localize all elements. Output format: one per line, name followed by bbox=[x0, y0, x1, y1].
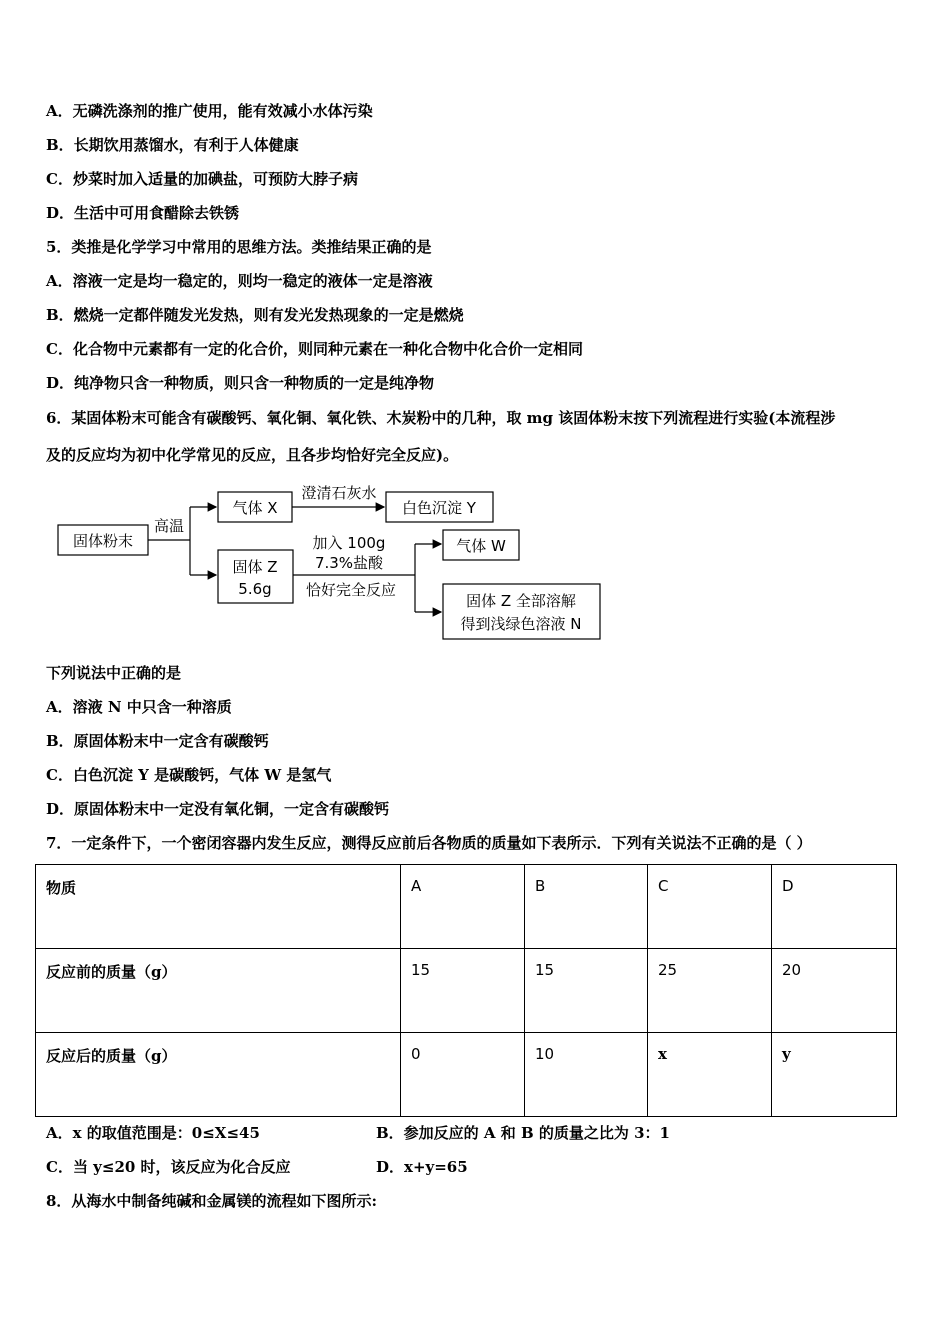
label-solid-z-mass: 5.6g bbox=[238, 580, 272, 598]
header-c: C bbox=[648, 865, 772, 949]
q6-option-c: C．白色沉淀 Y 是碳酸钙，气体 W 是氢气 bbox=[46, 766, 332, 784]
cell-after-c: x bbox=[648, 1033, 772, 1117]
label-add-acid-1: 加入 100g bbox=[312, 534, 386, 552]
q7-option-a: A．x 的取值范围是：0≤X≤45 bbox=[46, 1124, 260, 1142]
q8-stem: 8．从海水中制备纯碱和金属镁的流程如下图所示: bbox=[46, 1192, 377, 1210]
label-exact-reaction: 恰好完全反应 bbox=[305, 581, 397, 599]
q5-option-b: B．燃烧一定都伴随发光发热，则有发光发热现象的一定是燃烧 bbox=[46, 306, 464, 324]
q4-option-d: D．生活中可用食醋除去铁锈 bbox=[46, 204, 240, 222]
label-gas-x: 气体 X bbox=[232, 499, 278, 517]
row-label-after: 反应后的质量（g） bbox=[36, 1033, 401, 1117]
q6-option-a: A．溶液 N 中只含一种溶质 bbox=[46, 698, 232, 716]
q5-option-c: C．化合物中元素都有一定的化合价，则同种元素在一种化合物中化合价一定相同 bbox=[46, 340, 583, 358]
q4-option-b: B．长期饮用蒸馏水，有利于人体健康 bbox=[46, 136, 299, 154]
label-high-temp: 高温 bbox=[153, 517, 185, 535]
label-gas-w: 气体 W bbox=[456, 537, 506, 555]
label-white-ppt-y: 白色沉淀 Y bbox=[402, 499, 476, 517]
q6-stem-line2: 及的反应均为初中化学常见的反应，且各步均恰好完全反应)。 bbox=[46, 446, 459, 464]
cell-after-b: 10 bbox=[525, 1033, 648, 1117]
cell-after-a: 0 bbox=[401, 1033, 525, 1117]
q6-prompt: 下列说法中正确的是 bbox=[46, 664, 182, 682]
cell-before-c: 25 bbox=[648, 949, 772, 1033]
q4-option-c: C．炒菜时加入适量的加碘盐，可预防大脖子病 bbox=[46, 170, 358, 188]
q6-option-d: D．原固体粉末中一定没有氧化铜，一定含有碳酸钙 bbox=[46, 800, 390, 818]
q6-stem-line1: 6．某固体粉末可能含有碳酸钙、氧化铜、氧化铁、木炭粉中的几种，取 mg 该固体粉末按下列流程进行实验(本流程涉 bbox=[46, 409, 836, 427]
q7-option-c: C．当 y≤20 时，该反应为化合反应 bbox=[46, 1158, 291, 1176]
label-result-1: 固体 Z 全部溶解 bbox=[466, 592, 576, 610]
q7-stem: 7．一定条件下，一个密闭容器内发生反应，测得反应前后各物质的质量如下表所示．下列有关说法不正确的是（ ） bbox=[46, 834, 812, 852]
q6-option-b: B．原固体粉末中一定含有碳酸钙 bbox=[46, 732, 269, 750]
q5-stem: 5．类推是化学学习中常用的思维方法。类推结果正确的是 bbox=[46, 238, 432, 256]
label-solid-powder: 固体粉末 bbox=[72, 532, 134, 550]
q4-option-a: A．无磷洗涤剂的推广使用，能有效减小水体污染 bbox=[46, 102, 373, 120]
mass-table bbox=[35, 864, 897, 1117]
header-d: D bbox=[772, 865, 897, 949]
label-add-acid-2: 7.3%盐酸 bbox=[314, 554, 384, 572]
header-a: A bbox=[401, 865, 525, 949]
q7-option-d: D．x+y=65 bbox=[376, 1158, 468, 1176]
q5-option-a: A．溶液一定是均一稳定的，则均一稳定的液体一定是溶液 bbox=[46, 272, 433, 290]
cell-before-a: 15 bbox=[401, 949, 525, 1033]
header-b: B bbox=[525, 865, 648, 949]
label-result-2: 得到浅绿色溶液 N bbox=[460, 615, 582, 633]
cell-before-d: 20 bbox=[772, 949, 897, 1033]
label-limewater: 澄清石灰水 bbox=[301, 484, 377, 502]
table-row bbox=[36, 1033, 897, 1117]
row-label-before: 反应前的质量（g） bbox=[36, 949, 401, 1033]
label-solid-z: 固体 Z bbox=[232, 558, 278, 576]
cell-after-d: y bbox=[772, 1033, 897, 1117]
q6-flow-diagram bbox=[0, 478, 950, 648]
table-header-row bbox=[36, 865, 897, 949]
header-substance: 物质 bbox=[36, 865, 401, 949]
table-row bbox=[36, 949, 897, 1033]
cell-before-b: 15 bbox=[525, 949, 648, 1033]
q7-option-b: B．参加反应的 A 和 B 的质量之比为 3：1 bbox=[376, 1124, 670, 1142]
q5-option-d: D．纯净物只含一种物质，则只含一种物质的一定是纯净物 bbox=[46, 374, 435, 392]
